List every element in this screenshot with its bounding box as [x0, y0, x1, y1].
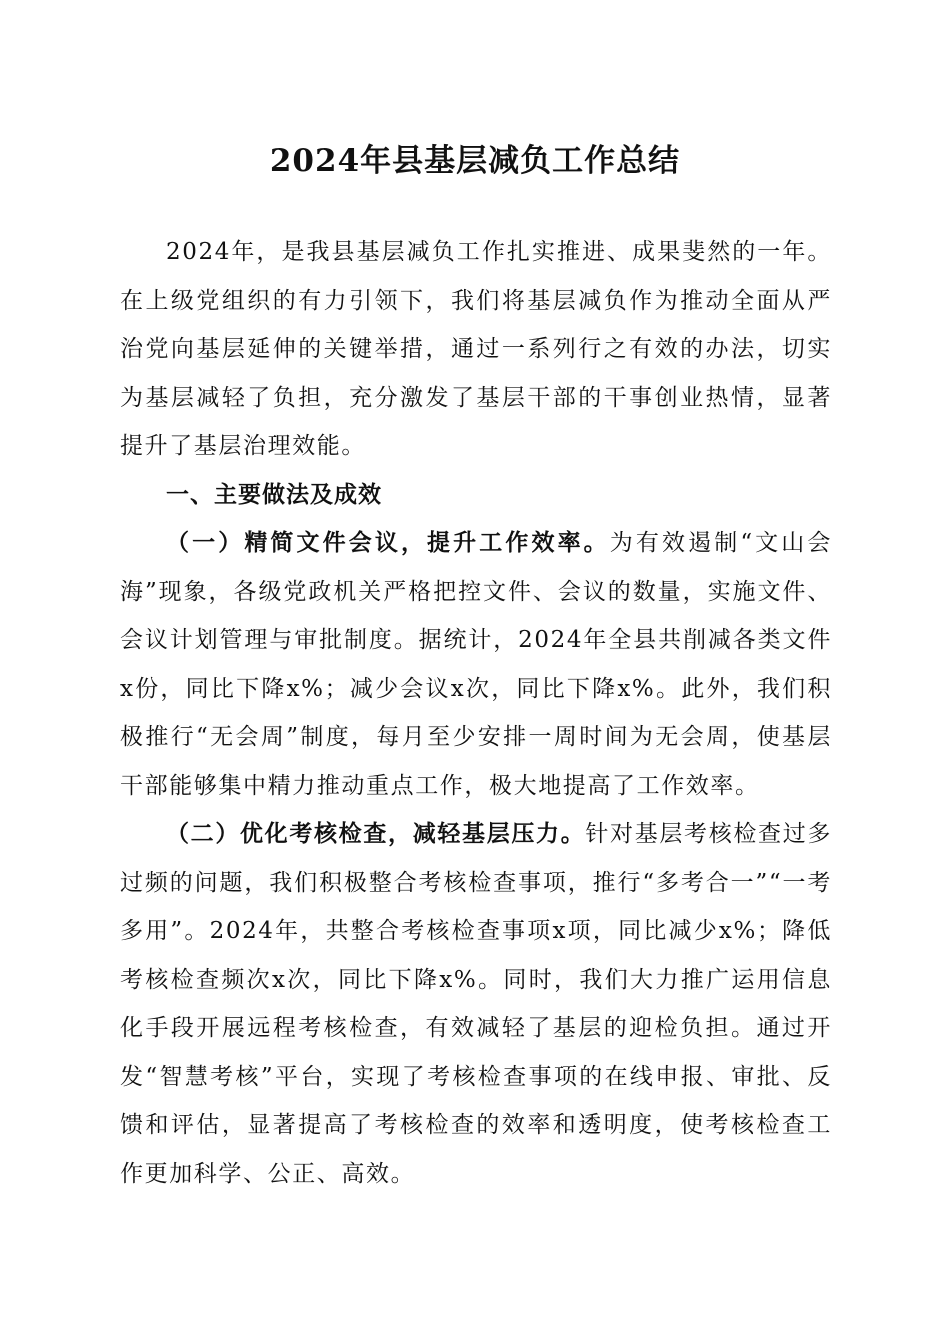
item-2-text: 针对基层考核检查过多过频的问题，我们积极整合考核检查事项，推行“多考合一”“一考多用”。2024年，共整合考核检查事项x项，同比减少x%；降低考核检查频次x次，同比下降x%。同时，我们大力推广运用信息化手段开展远程考核检查，有效减轻了基层的迎检负担。通过开发“智慧考核”平台，实现了考核检查事项的在线申报、审批、反馈和评估，显著提高了考核检查的效率和透明度，使考核检查工作更加科学、公正、高效。	[120, 821, 832, 1187]
item-1-text: 为有效遏制“文山会海”现象，各级党政机关严格把控文件、会议的数量，实施文件、会议计划管理与审批制度。据统计，2024年全县共削减各类文件x份，同比下降x%；减少会议x次，同比下降x%。此外，我们积极推行“无会周”制度，每月至少安排一周时间为无会周，使基层干部能够集中精力推动重点工作，极大地提高了工作效率。	[120, 530, 832, 799]
item-1-lead: （一）精简文件会议，提升工作效率。	[166, 529, 610, 556]
item-1-paragraph	[120, 519, 832, 810]
section-heading: 一、主要做法及成效	[166, 481, 382, 508]
item-2-paragraph	[120, 810, 832, 1198]
item-2-lead: （二）优化考核检查，减轻基层压力。	[166, 820, 586, 847]
document-title: 2024年县基层减负工作总结	[269, 143, 681, 179]
document-body	[120, 228, 832, 1198]
intro-paragraph: 2024年，是我县基层减负工作扎实推进、成果斐然的一年。在上级党组织的有力引领下，我们将基层减负作为推动全面从严治党向基层延伸的关键举措，通过一系列行之有效的办法，切实为基层减轻了负担，充分激发了基层干部的干事创业热情，显著提升了基层治理效能。	[120, 239, 832, 459]
